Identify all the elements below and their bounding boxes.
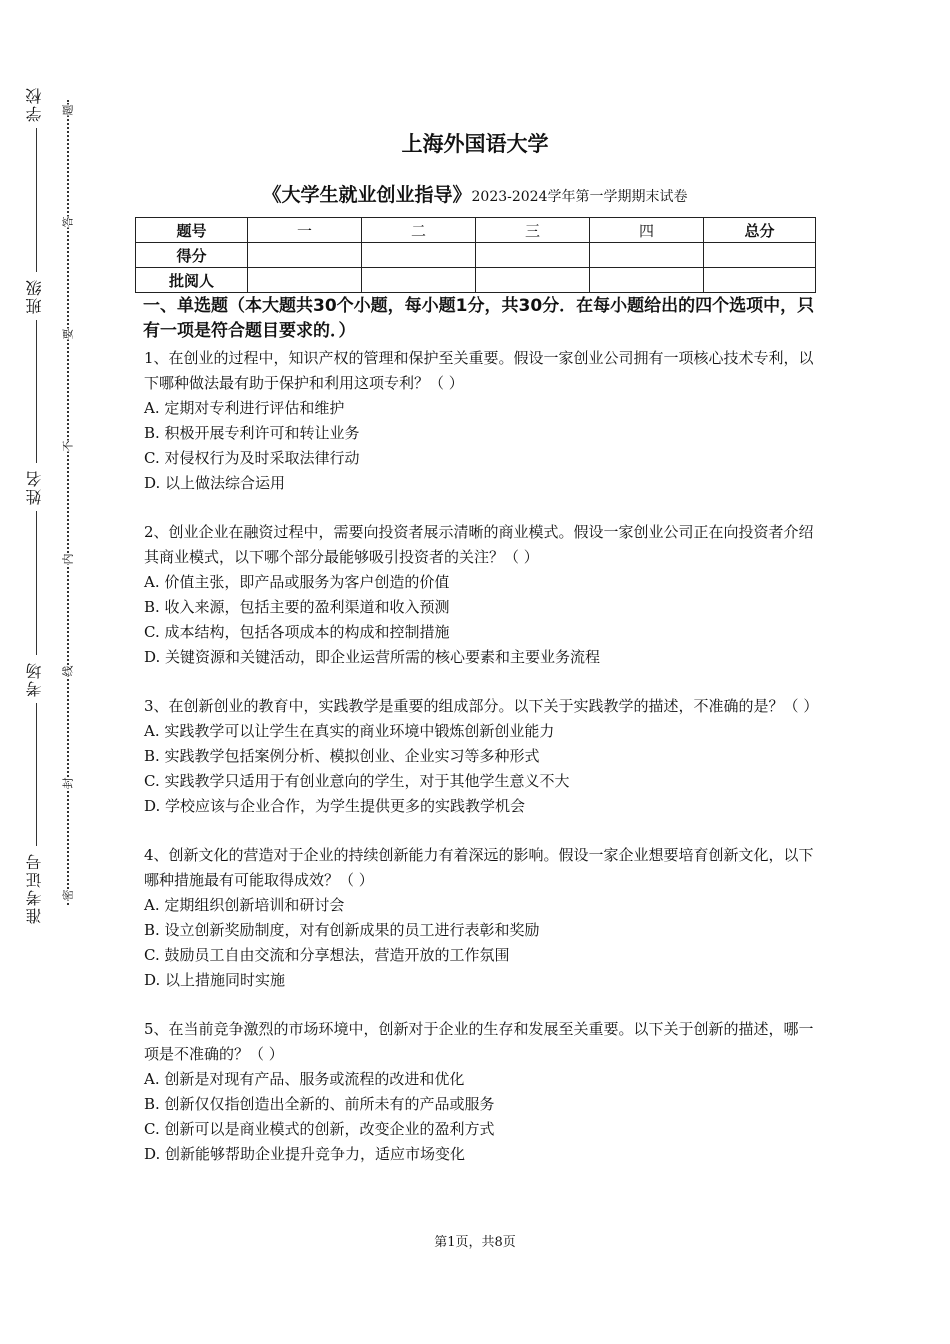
option-a: A. 实践教学可以让学生在真实的商业环境中锻炼创新创业能力 (144, 722, 555, 740)
option-a: A. 定期组织创新培训和研讨会 (144, 896, 345, 914)
option-b: B. 实践教学包括案例分析、模拟创业、企业实习等多种形式 (144, 747, 540, 765)
row-label-grader: 批阅人 (136, 268, 248, 293)
score-cell (362, 243, 476, 268)
page-number: 第1页，共8页 (434, 1235, 516, 1250)
course-name: 《大学生就业创业指导》 (262, 184, 472, 206)
option-d: D. 以上措施同时实施 (144, 971, 286, 989)
field-exam-room: 考场 (23, 655, 46, 703)
grader-cell (248, 268, 362, 293)
seal-char: 封 (57, 777, 77, 788)
seal-char: 密 (57, 889, 77, 900)
option-b: B. 积极开展专利许可和转让业务 (144, 424, 360, 442)
exam-term: 2023-2024学年第一学期期末试卷 (471, 189, 688, 205)
option-a: A. 价值主张，即产品或服务为客户创造的价值 (144, 573, 450, 591)
seal-char: 题 (57, 105, 77, 116)
question-stem: 3、在创新创业的教育中，实践教学是重要的组成部分。以下关于实践教学的描述，不准确的是？（ ） (144, 697, 819, 715)
field-school: 学校 (23, 80, 46, 128)
seal-char: 答 (57, 217, 77, 228)
seal-line-column (56, 100, 78, 905)
question-stem: 4、创新文化的营造对于企业的持续创新能力有着深远的影响。假设一家企业想要培育创新文化，以下哪种措施最有可能取得成效？（ ） (144, 846, 814, 889)
option-a: A. 创新是对现有产品、服务或流程的改进和优化 (144, 1070, 465, 1088)
question-1 (144, 346, 816, 496)
score-cell (590, 243, 704, 268)
question-stem: 1、在创业的过程中，知识产权的管理和保护至关重要。假设一家创业公司拥有一项核心技术专利，以下哪种做法最有助于保护和利用这项专利？（ ） (144, 349, 814, 392)
column-header: 四 (590, 218, 704, 243)
option-d: D. 关键资源和关键活动，即企业运营所需的核心要素和主要业务流程 (144, 648, 601, 666)
score-cell (248, 243, 362, 268)
option-a: A. 定期对专利进行评估和维护 (144, 399, 345, 417)
question-4 (144, 843, 816, 993)
option-b: B. 收入来源，包括主要的盈利渠道和收入预测 (144, 598, 450, 616)
question-2 (144, 520, 816, 670)
score-table-row (136, 268, 816, 293)
field-name: 姓名 (23, 463, 46, 511)
field-admission-number: 准考证号 (23, 846, 46, 930)
option-c: C. 实践教学只适用于有创业意向的学生，对于其他学生意义不大 (144, 772, 570, 790)
question-stem: 2、创业企业在融资过程中，需要向投资者展示清晰的商业模式。假设一家创业公司正在向投资者介绍其商业模式，以下哪个部分最能够吸引投资者的关注？（ ） (144, 523, 814, 566)
seal-char: 要 (57, 329, 77, 340)
score-table-row (136, 243, 816, 268)
column-header: 二 (362, 218, 476, 243)
option-c: C. 鼓励员工自由交流和分享想法，营造开放的工作氛围 (144, 946, 510, 964)
option-c: C. 对侵权行为及时采取法律行动 (144, 449, 360, 467)
university-title: 上海外国语大学 (401, 132, 549, 156)
grader-cell (362, 268, 476, 293)
exam-content (143, 294, 819, 1191)
question-stem: 5、在当前竞争激烈的市场环境中，创新对于企业的生存和发展至关重要。以下关于创新的描述，哪一项是不准确的？（ ） (144, 1020, 814, 1063)
seal-char: 内 (57, 553, 77, 564)
question-5 (144, 1017, 816, 1167)
score-table-row (136, 218, 816, 243)
option-c: C. 创新可以是商业模式的创新，改变企业的盈利方式 (144, 1120, 495, 1138)
option-d: D. 学校应该与企业合作，为学生提供更多的实践教学机会 (144, 797, 526, 815)
binding-info-column (20, 80, 48, 930)
column-header: 三 (476, 218, 590, 243)
score-cell (476, 243, 590, 268)
exam-subtitle (0, 180, 950, 207)
grader-cell (590, 268, 704, 293)
option-d: D. 以上做法综合运用 (144, 474, 286, 492)
seal-char: 不 (57, 441, 77, 452)
score-table (135, 217, 816, 293)
score-cell (704, 243, 816, 268)
section-heading: 一、单选题（本大题共30个小题，每小题1分，共30分．在每小题给出的四个选项中，只有一项是符合题目要求的．） (143, 296, 815, 341)
field-class: 班级 (23, 272, 46, 320)
row-label-question-number: 题号 (136, 218, 248, 243)
grader-cell (476, 268, 590, 293)
column-header-total: 总分 (704, 218, 816, 243)
row-label-score: 得分 (136, 243, 248, 268)
option-b: B. 设立创新奖励制度，对有创新成果的员工进行表彰和奖励 (144, 921, 540, 939)
seal-char: 线 (57, 665, 77, 676)
option-d: D. 创新能够帮助企业提升竞争力，适应市场变化 (144, 1145, 466, 1163)
grader-cell (704, 268, 816, 293)
question-3 (144, 694, 819, 819)
option-c: C. 成本结构，包括各项成本的构成和控制措施 (144, 623, 450, 641)
option-b: B. 创新仅仅指创造出全新的、前所未有的产品或服务 (144, 1095, 495, 1113)
column-header: 一 (248, 218, 362, 243)
